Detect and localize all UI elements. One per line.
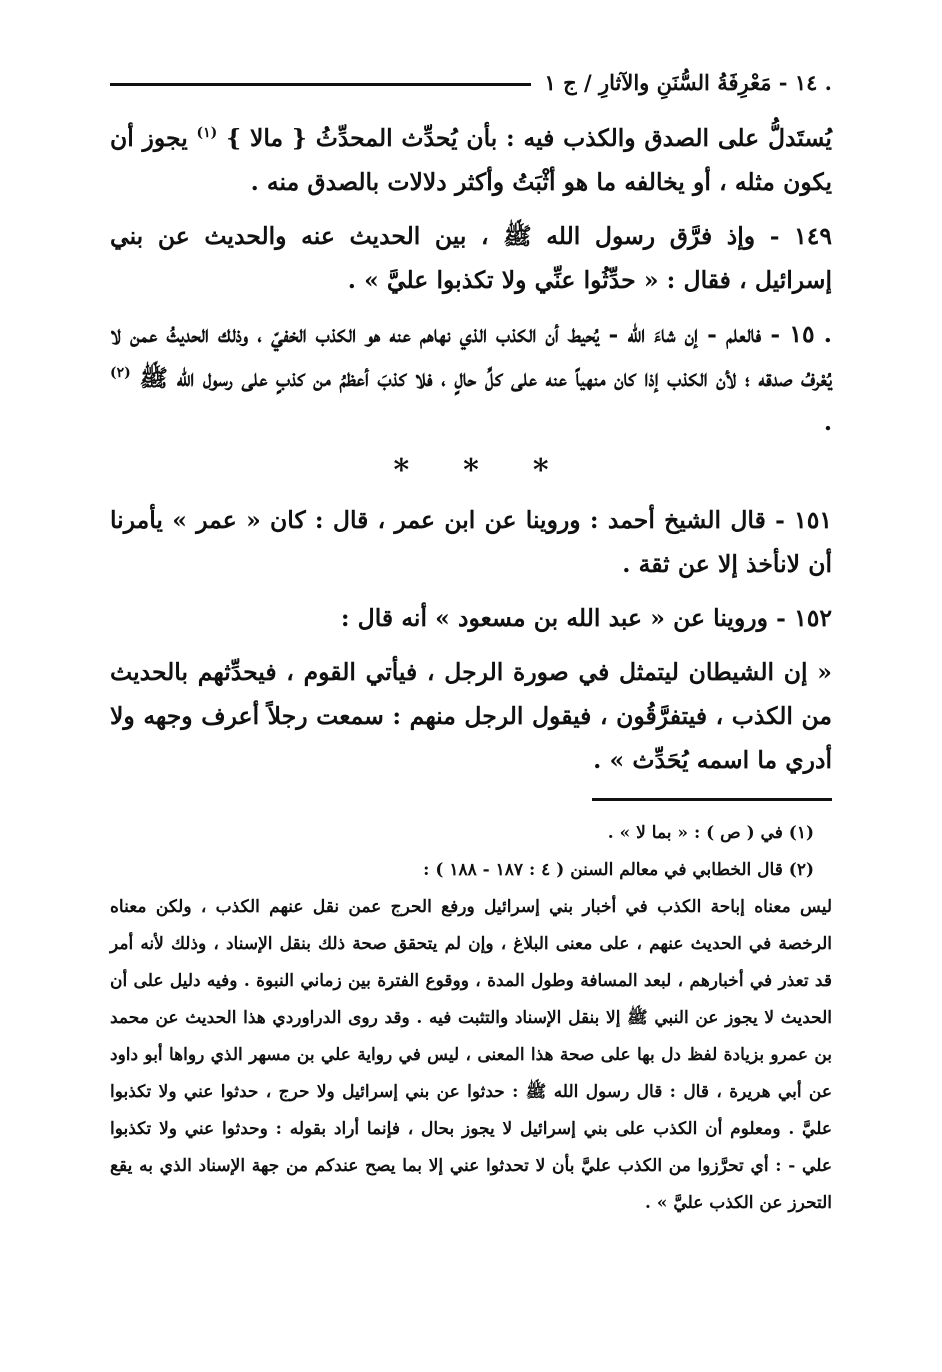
paragraph-150-end: . xyxy=(823,408,832,436)
paragraph-149: ١٤٩ - وإذ فرَّق رسول الله ﷺ ، بين الحديث عنه والحديث عن بني إسرائيل ، فقال : « حدِّثُوا عنِّي ولا تكذبوا عليَّ » . xyxy=(110,222,832,294)
footnote-2-text: ليس معناه إباحة الكذب في أخبار بني إسرائيل ورفع الحرج عمن نقل عنهم الكذب ، ولكن معناه الرخصة في الحديث عنهم ، على معنى البلاغ ، وإن لم يتحقق صحة ذلك بنقل الإسناد ، وذلك لأنه أمر قد تعذر في أخبارهم ، لبعد المسافة وطول المدة ، ووقوع الفترة بين زماني النبوة . وفيه دليل على أن الحديث لا يجوز عن النبي ﷺ إلا بنقل الإسناد والتثبت فيه . وقد روى الدراوردي هذا الحديث عن محمد بن عمرو بزيادة لفظ دل بها على صحة هذا المعنى ، ليس في رواية علي بن مسهر الذي رواها أبو داود عن أبي هريرة ، قال : قال رسول الله ﷺ : حدثوا عن بني إسرائيل ولا حرج ، حدثوا عني ولا تكذبوا عليَّ . ومعلوم أن الكذب على بني إسرائيل لا يجوز بحال ، فإنما أراد بقوله : وحدثوا عني ولا تكذبوا علي - : أي تحرَّزوا من الكذب عليَّ بأن لا تحدثوا عني إلا بما يصح عندكم من جهة الإسناد الذي به يقع التحرز عن الكذب عليَّ » . xyxy=(110,897,832,1213)
footnotes xyxy=(110,815,832,1222)
page-header xyxy=(110,62,832,102)
book-page xyxy=(110,62,832,1222)
paragraph-150-text: . ١٥ - فالعلم - إن شاءَ اللّٰه - يُحيط أن الكذب الذي نهاهم عنه هو الكذب الخفيّ ، وذلك الحديثُ عمن لا يُعْرفُ صدقه ؛ لأن الكذب إذا كان منهياً عنه على كلِّ حالٍ ، فلا كذبَ أعظمُ من كذبٍ على رسول الله ﷺ xyxy=(110,320,832,392)
footnote-ref-2: (٢) xyxy=(110,365,131,382)
divider-star: * xyxy=(463,453,479,488)
paragraph-intro-rest: يجوز أن يكون مثله ، أو يخالفه ما هو أثْبَتُ وأكثر دلالات بالصدق منه . xyxy=(110,124,832,196)
paragraph-150 xyxy=(110,312,832,444)
footnote-2-heading: (٢) قال الخطابي في معالم السنن ( ٤ : ١٨٧ - ١٨٨ ) : xyxy=(423,860,814,880)
footnote-ref-1: (١) xyxy=(196,125,218,142)
paragraph-quote: « إن الشيطان ليتمثل في صورة الرجل ، فيأتي القوم ، فيحدِّثهم بالحديث من الكذب ، فيتفرَّقُون ، فيقول الرجل منهم : سمعت رجلاً أعرف وجهه ولا أدري ما اسمه يُحَدِّث » . xyxy=(110,658,832,774)
main-text xyxy=(110,116,832,782)
running-title: . ١٤ - مَعْرِفَةُ السُّنَنِ والآثارِ / ج ١ xyxy=(544,69,832,95)
footnote-1: (١) في ( ص ) : « بما لا » . xyxy=(607,823,814,843)
paragraph-151: ١٥١ - قال الشيخ أحمد : وروينا عن ابن عمر ، قال : كان « عمر » يأمرنا أن لانأخذ إلا عن ثقة . xyxy=(110,506,832,578)
divider-star: * xyxy=(532,453,549,488)
divider-star: * xyxy=(393,453,410,488)
header-rule xyxy=(110,83,531,86)
section-divider xyxy=(110,444,832,498)
paragraph-intro xyxy=(110,116,832,204)
paragraph-intro-text: يُستَدلُّ على الصدق والكذب فيه : بأن يُحدِّث المحدِّثُ { مالا } xyxy=(226,124,832,152)
footnote-rule xyxy=(592,798,832,801)
paragraph-152: ١٥٢ - وروينا عن « عبد الله بن مسعود » أنه قال : xyxy=(340,604,832,632)
